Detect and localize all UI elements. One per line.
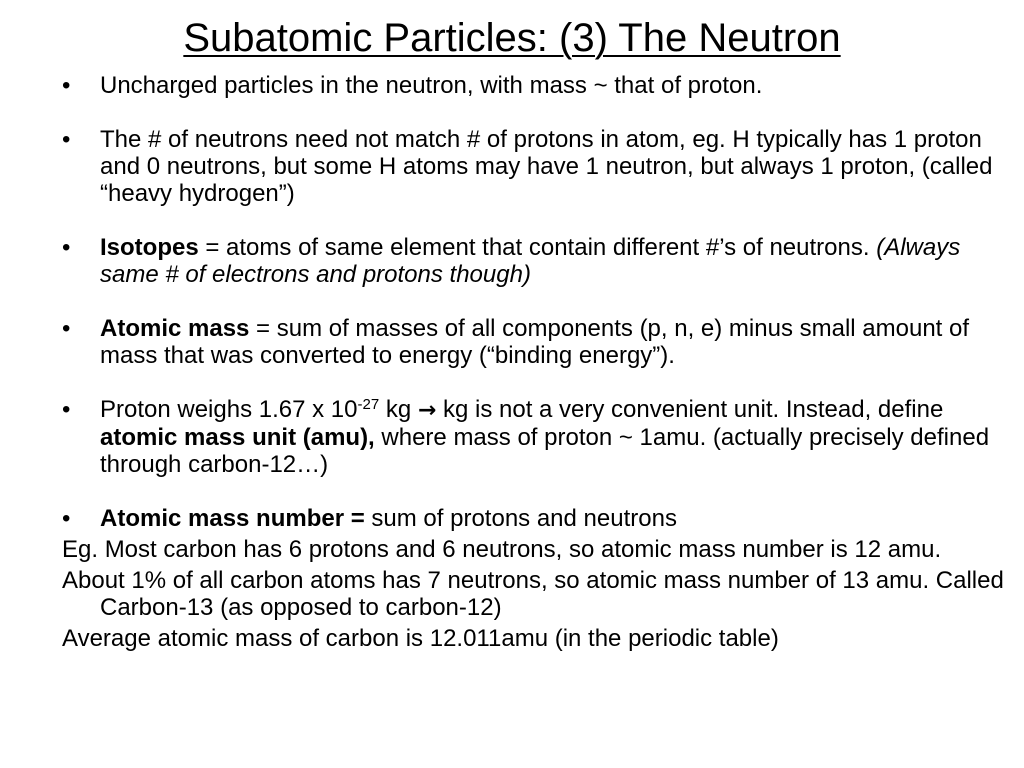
- bullet-text: The # of neutrons need not match # of protons in atom, eg. H typically has 1 proton and 0 neutrons, but some H atoms may have 1 neutron, but always 1 proton, (called “heavy hydrogen”): [100, 126, 993, 207]
- right-arrow-icon: →: [417, 398, 437, 423]
- bullet-icon: •: [62, 505, 71, 532]
- bullet-icon: •: [62, 234, 71, 261]
- example-carbon-12: Eg. Most carbon has 6 protons and 6 neutrons, so atomic mass number is 12 amu.: [62, 536, 942, 563]
- term-atomic-mass-number: Atomic mass number =: [100, 505, 365, 532]
- term-atomic-mass: Atomic mass: [100, 315, 250, 342]
- term-amu: atomic mass unit (amu),: [100, 424, 375, 451]
- amu-explanation: where mass of proton ~ 1amu. (actually precisely defined through carbon-12…): [100, 424, 990, 478]
- definition-isotopes: = atoms of same element that contain different #’s of neutrons.: [198, 234, 877, 261]
- example-carbon-13: About 1% of all carbon atoms has 7 neutrons, so atomic mass number of 13 amu. Called Carbon-13 (as opposed to carbon-12): [62, 567, 1004, 621]
- average-atomic-mass: Average atomic mass of carbon is 12.011amu (in the periodic table): [62, 625, 779, 652]
- exponent: -27: [357, 396, 380, 413]
- definition-atomic-mass: = sum of masses of all components (p, n, e) minus small amount of mass that was converted to energy (“binding energy”).: [100, 315, 970, 369]
- bullet-isotopes: [62, 234, 1012, 288]
- term-isotopes: Isotopes: [100, 234, 199, 261]
- bullet-atomic-mass: [62, 315, 1012, 369]
- bullet-atomic-mass-number: [62, 505, 1012, 532]
- bullet-icon: •: [62, 315, 71, 342]
- bullet-icon: •: [62, 72, 71, 99]
- bullet-icon: •: [62, 126, 71, 153]
- note-isotopes: (Always same # of electrons and protons though): [100, 234, 961, 288]
- proton-weight-text: Proton weighs 1.67 x 10: [100, 396, 358, 423]
- bullet-icon: •: [62, 396, 71, 423]
- bullet-neutron-charge: [62, 72, 1012, 99]
- definition-atomic-mass-number: sum of protons and neutrons: [364, 505, 677, 532]
- bullet-neutron-count: [62, 126, 1012, 207]
- bullet-proton-weight: [62, 396, 1012, 478]
- bullet-text: Uncharged particles in the neutron, with mass ~ that of proton.: [100, 72, 763, 99]
- slide-body: [62, 72, 1012, 652]
- slide-title: Subatomic Particles: (3) The Neutron: [183, 16, 841, 60]
- unit-kg: kg: [379, 396, 418, 423]
- unit-explanation: kg is not a very convenient unit. Instead, define: [436, 396, 944, 423]
